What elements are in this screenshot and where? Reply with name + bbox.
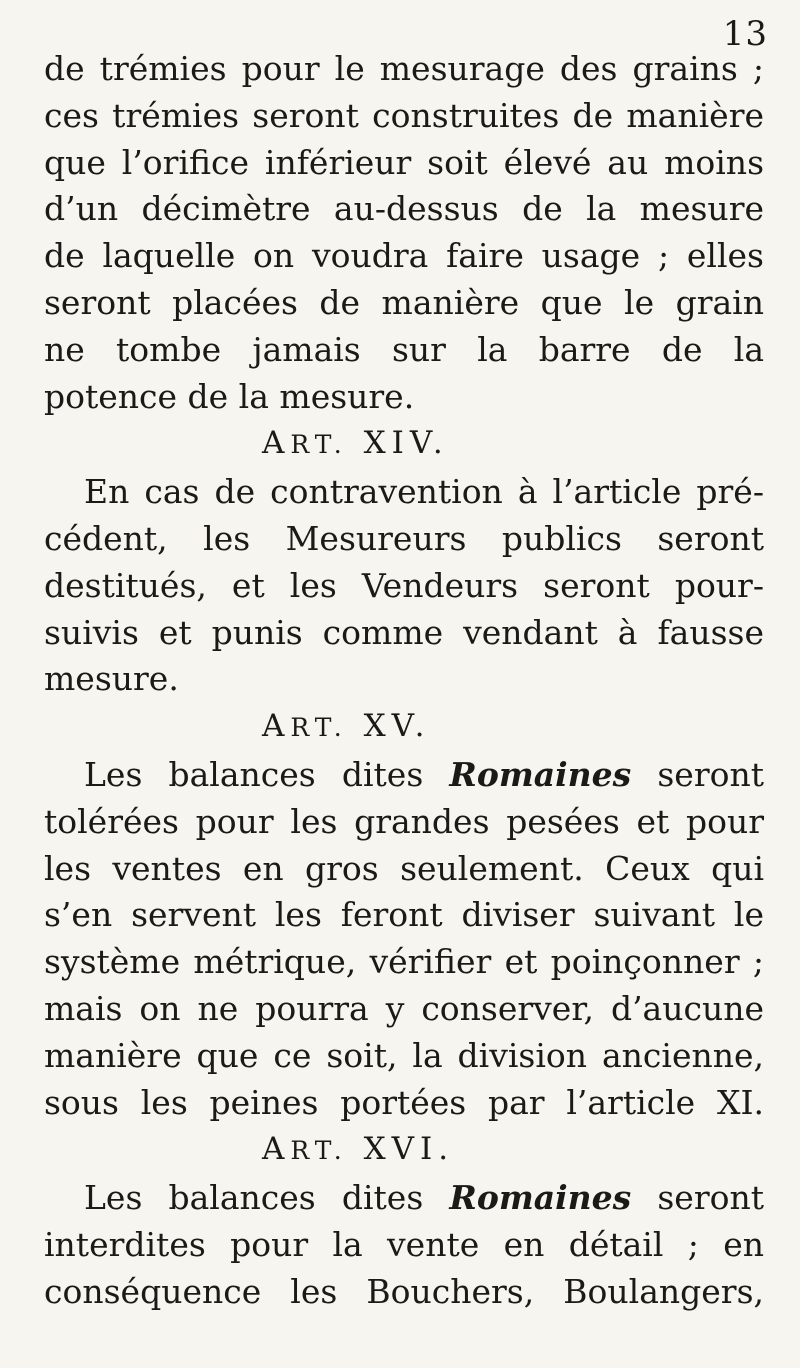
text-line: ces trémies seront construites de manière — [44, 95, 764, 135]
heading-letter: A — [262, 708, 291, 745]
heading-letter: A — [262, 1131, 291, 1168]
article-14-heading — [44, 420, 764, 469]
text-line: manière que ce soit, la division ancienne, — [44, 1035, 764, 1075]
text-line — [44, 752, 764, 799]
text-line: d’un décimètre au-dessus de la mesure — [44, 189, 764, 229]
text-line: tolérées pour les grandes pesées et pour — [44, 801, 764, 841]
text-line: destitués, et les Vendeurs seront pour- — [44, 565, 764, 605]
heading-small-caps: RT. — [290, 1136, 348, 1166]
italic-term: Romaines — [449, 754, 632, 794]
italic-term: Romaines — [449, 1178, 632, 1218]
text-line: mesure. — [44, 659, 179, 699]
text-line: s’en servent les feront diviser suivant le — [44, 895, 764, 935]
line-end: seront — [657, 754, 764, 794]
heading-small-caps: RT. — [290, 430, 348, 460]
article-16-heading — [44, 1126, 764, 1175]
text-line: En cas de contravention à l’article pré- — [84, 472, 764, 512]
heading-numeral: XV. — [363, 708, 431, 745]
heading-small-caps: RT. — [290, 713, 348, 743]
article-15-heading — [44, 703, 764, 752]
text-line: ne tombe jamais sur la barre de la — [44, 329, 764, 369]
heading-numeral: XVI. — [363, 1131, 455, 1168]
line-end: seront — [657, 1178, 764, 1218]
text-line — [44, 1175, 764, 1222]
text-line: interdites pour la vente en détail ; en — [44, 1224, 764, 1264]
page-text — [44, 46, 764, 1316]
line-start: Les balances dites — [84, 754, 424, 794]
text-line: potence de la mesure. — [44, 376, 415, 416]
text-line: seront placées de manière que le grain — [44, 282, 764, 322]
line-start: Les balances dites — [84, 1178, 424, 1218]
text-line: sous les peines portées par l’article XI. — [44, 1082, 764, 1122]
heading-letter: A — [262, 425, 291, 462]
text-line: conséquence les Bouchers, Boulangers, — [44, 1271, 764, 1311]
page-number: 13 — [722, 14, 768, 54]
text-line: de trémies pour le mesurage des grains ; — [44, 49, 764, 88]
text-line: mais on ne pourra y conserver, d’aucune — [44, 988, 764, 1028]
text-line: les ventes en gros seulement. Ceux qui — [44, 848, 764, 888]
heading-numeral: XIV. — [363, 425, 449, 462]
text-line: que l’orifice inférieur soit élevé au moins — [44, 142, 764, 182]
text-line: cédent, les Mesureurs publics seront — [44, 518, 764, 558]
text-line: de laquelle on voudra faire usage ; elles — [44, 236, 764, 276]
text-line: suivis et punis comme vendant à fausse — [44, 612, 764, 652]
text-line: système métrique, vérifier et poinçonner ; — [44, 942, 764, 982]
